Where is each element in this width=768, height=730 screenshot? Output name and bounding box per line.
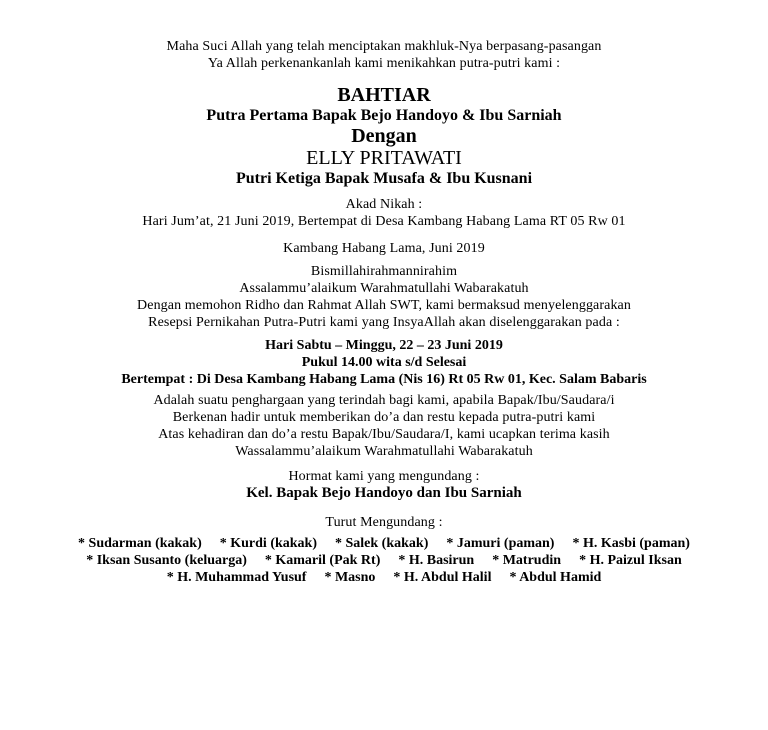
bride-name: ELLY PRITAWATI (306, 147, 462, 169)
invitation-document (0, 38, 768, 586)
akad-detail: Hari Jum’at, 21 Juni 2019, Bertempat di Desa Kambang Habang Lama RT 05 Rw 01 (142, 214, 626, 229)
groom-parents: Putra Pertama Bapak Bejo Handoyo & Ibu Sarniah (206, 107, 562, 124)
closing-line-2: Berkenan hadir untuk memberikan do’a dan restu kepada putra-putri kami (172, 410, 596, 425)
list-item: * H. Abdul Halil (393, 570, 492, 585)
opening-line-4: Resepsi Pernikahan Putra-Putri kami yang InsyaAllah akan diselenggarakan pada : (148, 315, 620, 330)
co-hosts-row-2 (0, 552, 768, 569)
resepsi-day: Hari Sabtu – Minggu, 22 – 23 Juni 2019 (265, 338, 503, 353)
opening-line-2: Assalammu’alaikum Warahmatullahi Wabarakatuh (239, 281, 529, 296)
bride-parents: Putri Ketiga Bapak Musafa & Ibu Kusnani (235, 170, 533, 187)
opening-line-1: Bismillahirahmannirahim (310, 264, 458, 279)
resepsi-time: Pukul 14.00 wita s/d Selesai (301, 355, 467, 370)
hosts-label: Hormat kami yang mengundang : (288, 469, 480, 484)
intro-line-1: Maha Suci Allah yang telah menciptakan makhluk-Nya berpasang-pasangan (166, 39, 602, 54)
akad-label: Akad Nikah : (345, 197, 423, 212)
list-item: * Masno (324, 570, 376, 585)
co-hosts-list (0, 535, 768, 586)
list-item: * H. Muhammad Yusuf (166, 570, 307, 585)
list-item: * Abdul Hamid (509, 570, 602, 585)
list-item: * Iksan Susanto (keluarga) (86, 553, 247, 568)
list-item: * Jamuri (paman) (446, 536, 555, 551)
connector-dengan: Dengan (351, 125, 417, 147)
list-item: * H. Kasbi (paman) (572, 536, 690, 551)
list-item: * Matrudin (492, 553, 562, 568)
closing-line-4: Wassalammu’alaikum Warahmatullahi Wabarakatuh (235, 444, 533, 459)
hosts-name: Kel. Bapak Bejo Handoyo dan Ibu Sarniah (246, 485, 522, 501)
closing-line-3: Atas kehadiran dan do’a restu Bapak/Ibu/Saudara/I, kami ucapkan terima kasih (158, 427, 610, 442)
groom-name: BAHTIAR (337, 84, 431, 106)
list-item: * Kurdi (kakak) (219, 536, 317, 551)
intro-line-2: Ya Allah perkenankanlah kami menikahkan putra-putri kami : (207, 56, 561, 71)
closing-line-1: Adalah suatu penghargaan yang terindah bagi kami, apabila Bapak/Ibu/Saudara/i (153, 393, 615, 408)
resepsi-venue: Bertempat : Di Desa Kambang Habang Lama (Nis 16) Rt 05 Rw 01, Kec. Salam Babaris (121, 372, 647, 387)
place-date: Kambang Habang Lama, Juni 2019 (283, 241, 485, 256)
co-hosts-row-3 (0, 569, 768, 586)
co-hosts-label: Turut Mengundang : (325, 515, 443, 530)
co-hosts-row-1 (0, 535, 768, 552)
list-item: * Sudarman (kakak) (78, 536, 202, 551)
list-item: * H. Basirun (398, 553, 475, 568)
list-item: * H. Paizul Iksan (579, 553, 682, 568)
opening-line-3: Dengan memohon Ridho dan Rahmat Allah SWT, kami bermaksud menyelenggarakan (137, 298, 631, 313)
list-item: * Salek (kakak) (335, 536, 429, 551)
list-item: * Kamaril (Pak Rt) (264, 553, 381, 568)
